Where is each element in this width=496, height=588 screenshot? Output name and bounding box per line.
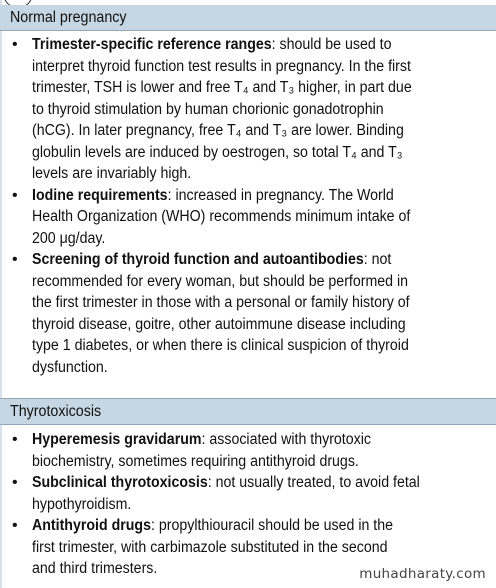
bullet-icon: • [12,251,18,268]
text-line [32,335,409,357]
section-header-normal-pregnancy [0,5,496,30]
text-line [32,120,404,142]
text-line [32,292,410,314]
line-text: interpret thyroid function test results in pregnancy. In the first [32,57,411,75]
line-text: first trimester, with carbimazole substituted in the second [32,538,388,556]
bullet-icon: • [12,474,18,491]
watermark-text: muhadharaty.com [359,566,486,582]
text-line [32,142,403,164]
line-text: : increased in pregnancy. The World [167,186,394,204]
bold-term: Screening of thyroid function and autoantibodies [32,251,364,268]
text-line [32,77,412,99]
line-text: and third trimesters. [32,560,158,577]
text-line [32,314,406,336]
list-item [0,34,496,185]
bold-term: Hyperemesis gravidarum [32,431,202,448]
text-line [32,34,392,56]
section-header-thyrotoxicosis [0,399,496,424]
text-line [32,99,384,121]
section-title: Normal pregnancy [10,9,127,26]
line-text: : not usually treated, to avoid fetal [207,474,420,491]
bullet-icon: • [12,517,18,534]
line-text: (hCG). In later pregnancy, free T₄ and T₃ are lower. Binding [32,122,404,139]
line-text: : propylthiouracil should be used in the [150,517,394,534]
text-line [32,249,391,271]
text-line [32,56,411,78]
text-line [32,515,393,537]
line-text: the first trimester in those with a personal or family history of [32,294,410,311]
line-text: : should be used to [271,36,392,53]
text-line [32,163,191,185]
line-text: recommended for every woman, but should be performed in [32,272,409,290]
bold-term: Trimester-specific reference ranges [32,36,272,53]
text-line [32,271,408,293]
line-text: type 1 diabetes, or when there is clinical suspicion of thyroid [32,337,409,354]
line-text: levels are invariably high. [32,165,192,182]
text-line [32,206,410,228]
line-text: thyroid disease, goitre, other autoimmune disease including [32,315,406,333]
text-line [32,429,371,451]
line-text: biochemistry, sometimes requiring antithyroid drugs. [32,452,359,470]
bullet-icon: • [12,431,18,448]
text-line [32,357,108,379]
line-text: Health Organization (WHO) recommends minimum intake of [32,208,411,225]
text-line [32,472,420,494]
section-title: Thyrotoxicosis [10,403,102,420]
list-item [0,429,496,472]
bold-term: Subclinical thyrotoxicosis [32,474,208,491]
text-line [32,537,388,559]
line-text: 200 μg/day. [32,229,106,247]
text-line [32,185,394,207]
line-text: : associated with thyrotoxic [201,431,371,448]
bold-term: Iodine requirements [32,186,168,204]
bullet-icon: • [12,186,18,204]
text-line [32,228,105,250]
bullet-icon: • [12,36,18,53]
list-item [0,249,496,378]
section-divider [0,30,496,31]
text-line [32,494,131,516]
bold-term: Antithyroid drugs [32,517,151,534]
list-item [0,472,496,515]
list-item [0,185,496,250]
line-text: hypothyroidism. [32,495,132,513]
text-line [32,558,157,580]
line-text: : not [363,251,392,268]
section-divider [0,424,496,425]
line-text: to thyroid stimulation by human chorionic gonadotrophin [32,100,384,118]
line-text: globulin levels are induced by oestrogen, so total T₄ and T₃ [32,143,403,161]
text-line [32,451,359,473]
line-text: trimester, TSH is lower and free T₄ and T₃ higher, in part due [32,79,412,96]
line-text: dysfunction. [32,358,108,376]
